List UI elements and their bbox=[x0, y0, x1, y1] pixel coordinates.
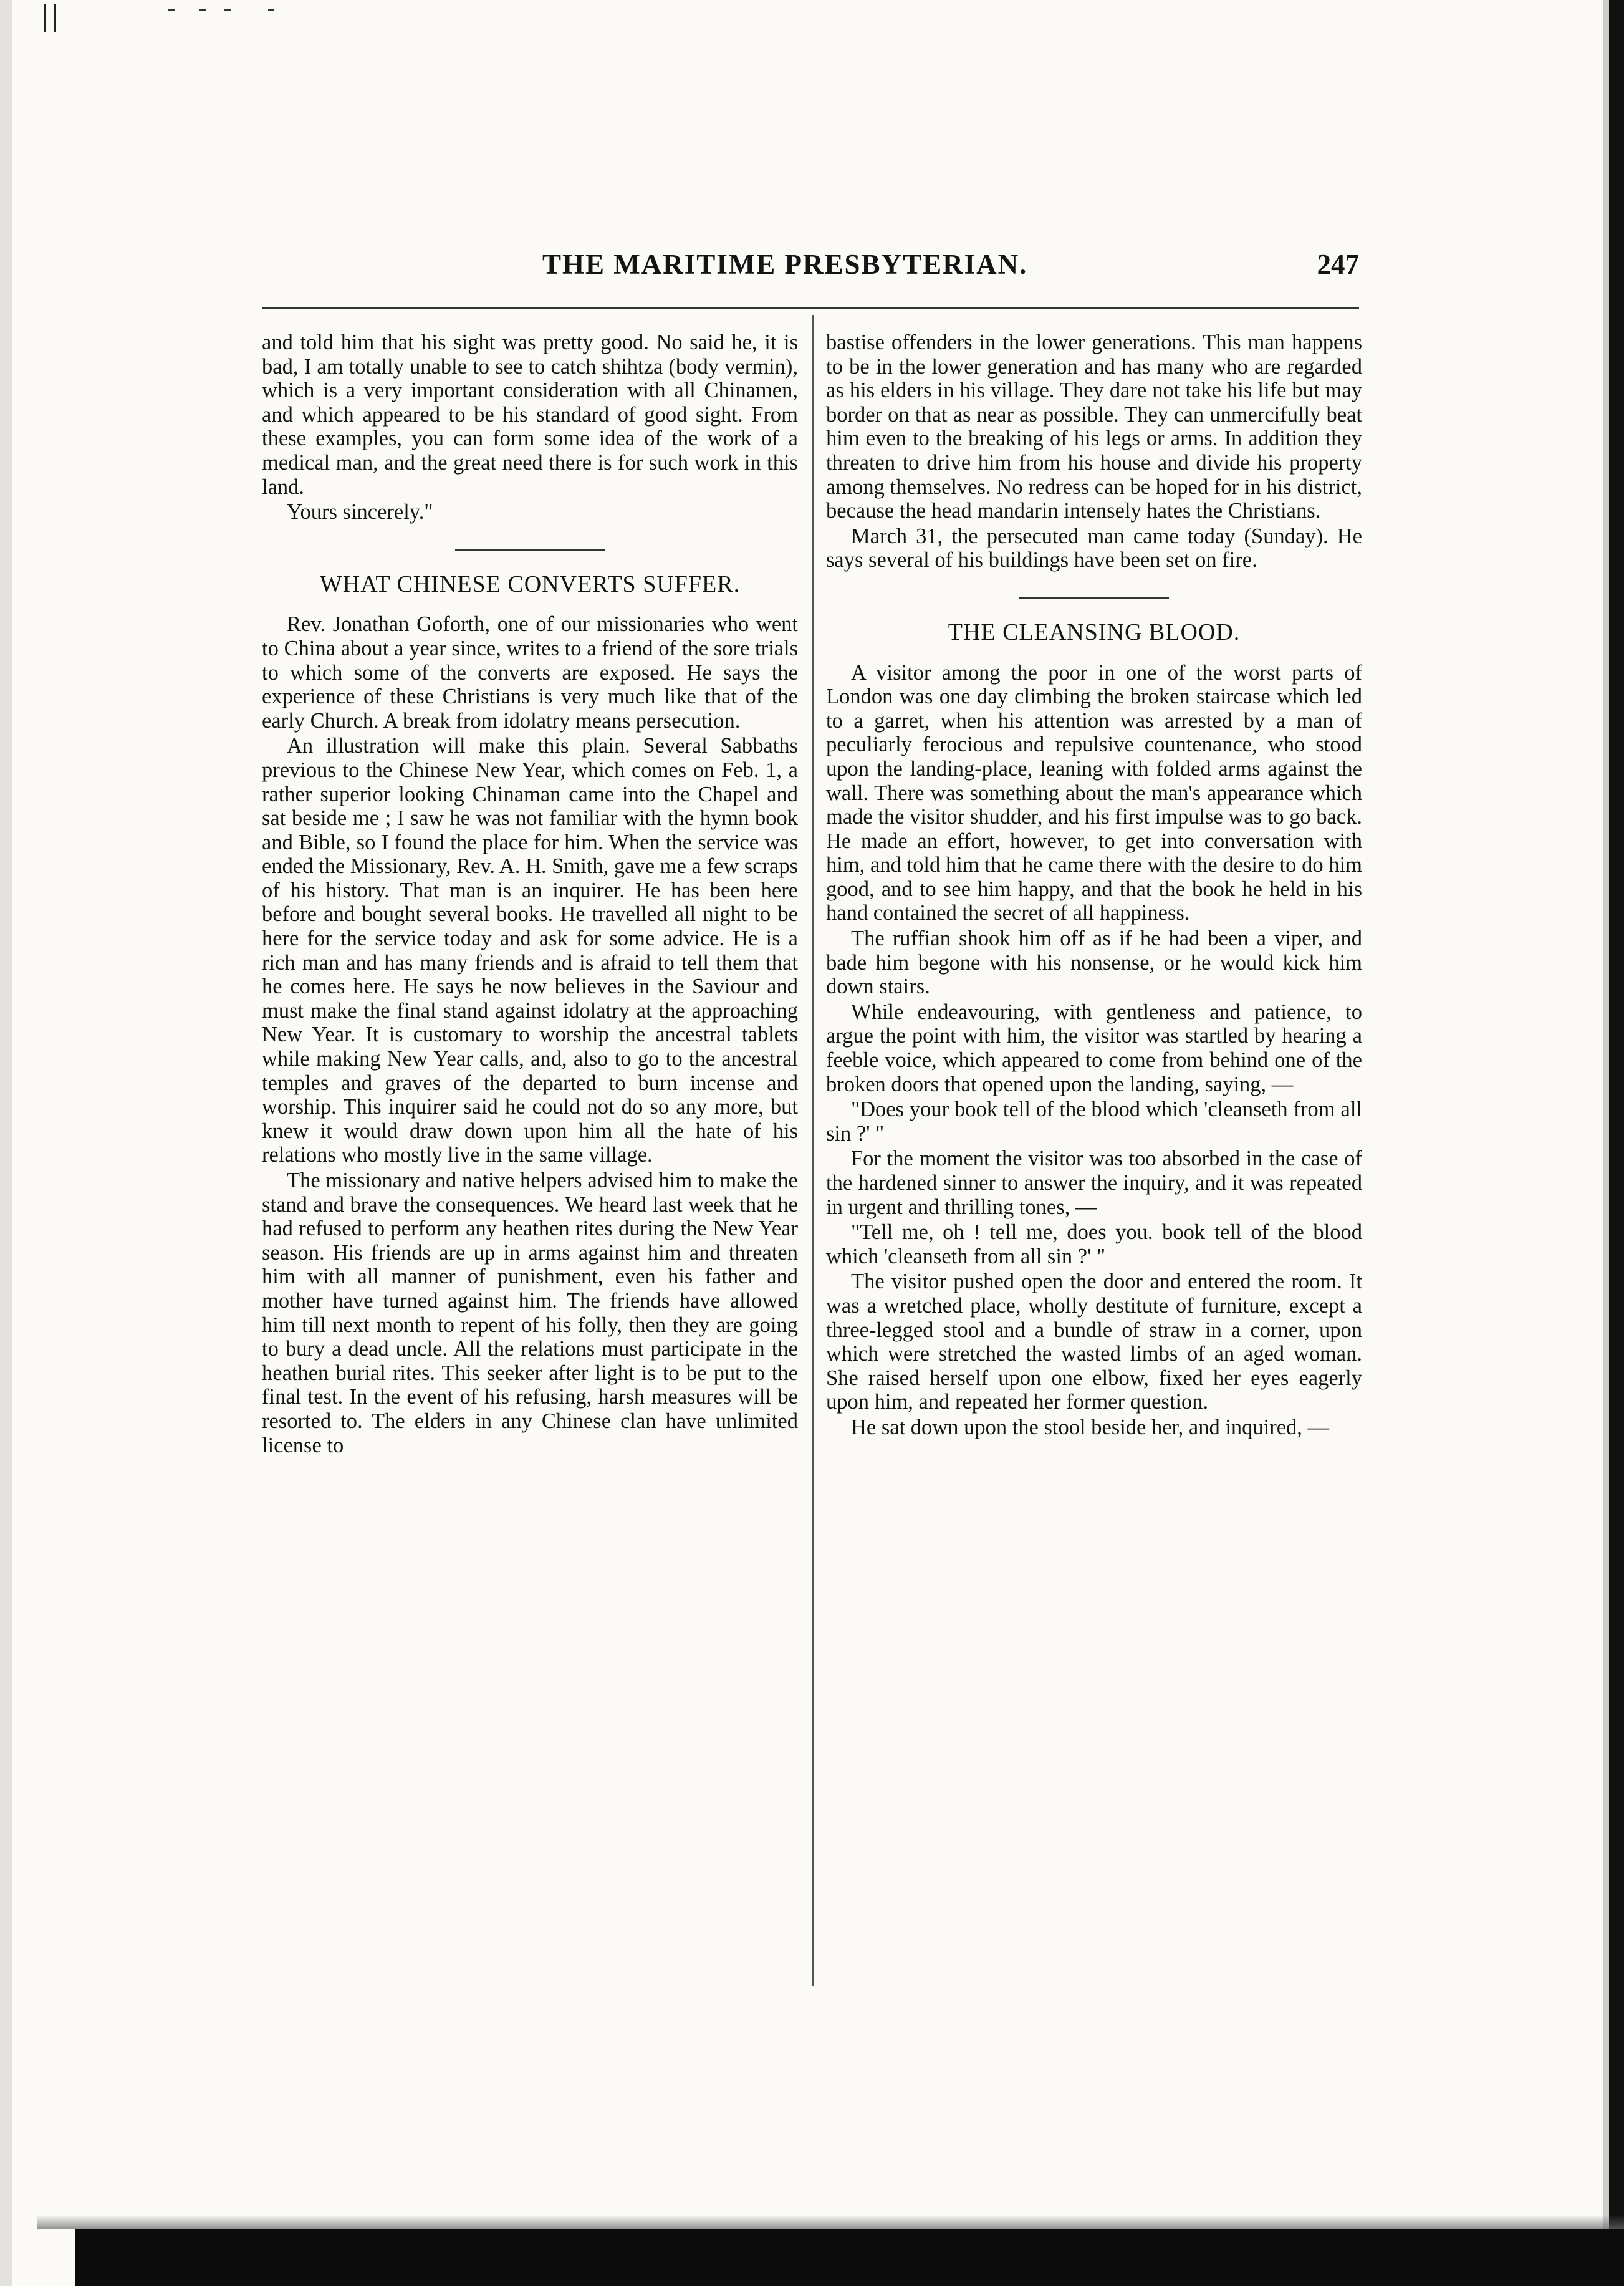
article-title: THE CLEANSING BLOOD. bbox=[948, 619, 1241, 645]
scan-edge-right bbox=[1609, 0, 1624, 2286]
section-divider bbox=[455, 549, 605, 551]
article-paragraph: For the moment the visitor was too absorbed in the case of the hardened sinner to answer the inquiry, and it was repeated in urgent and thrilling tones, — bbox=[826, 1147, 1362, 1219]
article-paragraph: March 31, the persecuted man came today (Sunday). He says several of his buildings have been set on fire. bbox=[826, 524, 1362, 572]
column-divider bbox=[812, 315, 814, 1986]
article-continuation: bastise offenders in the lower generations. This man happens to be in the lower generation and has many who are regarded as his elders in his village. They dare not take his life but may border on that as near as possible. They can unmercifully beat him even to the breaking of his legs or arms. In addition they threaten to drive him from his house and divide his property among themselves. No redress can be hoped for in his district, because the head mandarin intensely hates the Christians. bbox=[826, 330, 1362, 523]
article-paragraph: Rev. Jonathan Goforth, one of our missionaries who went to China about a year since, writes to a friend of the sore trials to which some of the converts are exposed. He says the experience of these Christians is very much like that of the early Church. A break from idolatry means persecution. bbox=[262, 612, 798, 733]
right-column bbox=[826, 330, 1362, 2014]
page-number: 247 bbox=[1317, 249, 1359, 280]
scan-shadow-right bbox=[1603, 0, 1609, 2286]
scan-mark bbox=[199, 9, 206, 11]
scan-mark bbox=[54, 4, 56, 32]
scan-edge-bottom bbox=[75, 2229, 1624, 2286]
scan-marks-top bbox=[19, 4, 287, 16]
article-paragraph: While endeavouring, with gentleness and patience, to argue the point with him, the visitor was startled by hearing a feeble voice, which appeared to come from behind one of the broken doors that opened upon the landing, saying, — bbox=[826, 1000, 1362, 1096]
article-paragraph: The visitor pushed open the door and entered the room. It was a wretched place, wholly destitute of furniture, except a three-legged stool and a bundle of straw in a corner, upon which were stretched the wasted limbs of an aged woman. She raised herself upon one elbow, fixed her eyes eagerly upon him, and repeated her former question. bbox=[826, 1270, 1362, 1414]
article-paragraph: He sat down upon the stool beside her, and inquired, — bbox=[851, 1415, 1330, 1439]
scan-mark bbox=[268, 9, 274, 11]
scan-edge-left bbox=[0, 0, 12, 2286]
article-paragraph: The ruffian shook him off as if he had been a viper, and bade him begone with his nonsense, or he would kick him down stairs. bbox=[826, 927, 1362, 999]
running-title: THE MARITIME PRESBYTERIAN. bbox=[542, 249, 1028, 280]
scan-mark bbox=[44, 4, 46, 32]
scan-shadow-bottom bbox=[37, 2215, 1624, 2229]
article-title: WHAT CHINESE CONVERTS SUFFER. bbox=[319, 571, 741, 597]
scan-mark bbox=[168, 9, 175, 11]
article-paragraph: An illustration will make this plain. Several Sabbaths previous to the Chinese New Year, which comes on Feb. 1, a rather superior looking Chinaman came into the Chapel and sat beside me ; I saw he was not familiar with the hymn book and Bible, so I found the place for him. When the service was ended the Missionary, Rev. A. H. Smith, gave me a few scraps of his history. That man is an inquirer. He has been here before and bought several books. He travelled all night to be here for the service today and ask for some advice. He is a rich man and has many friends and is afraid to tell them that he comes here. He says he now believes in the Saviour and must make the final stand against idolatry at the approaching New Year. It is customary to worship the ancestral tablets while making New Year calls, and, also to go to the ancestral temples and graves of the departed to burn incense and worship. This inquirer said he could not do so any more, but knew it would draw down upon him all the hate of his relations who mostly live in the same village. bbox=[262, 734, 798, 1167]
header-rule bbox=[262, 307, 1359, 309]
article-paragraph: The missionary and native helpers advised him to make the stand and brave the consequences. We heard last week that he had refused to perform any heathen rites during the New Year season. His friends are up in arms against him and threaten him with all manner of punishment, even his father and mother have turned against him. The friends have allowed him till next month to repent of his folly, then they are going to bury a dead uncle. All the relations must participate in the heathen burial rites. This seeker after light is to be put to the final test. In the event of his refusing, harsh measures will be resorted to. The elders in any Chinese clan have unlimited license to bbox=[262, 1169, 798, 1457]
letter-continuation: and told him that his sight was pretty good. No said he, it is bad, I am totally unable to see to catch shihtza (body vermin), which is a very important consideration with all Chinamen, and which appeared to be his standard of good sight. From these examples, you can form some idea of the work of a medical man, and the great need there is for such work in this land. bbox=[262, 330, 798, 499]
scan-mark bbox=[224, 9, 231, 11]
article-paragraph: "Does your book tell of the blood which 'cleanseth from all sin ?' " bbox=[826, 1097, 1362, 1145]
letter-signoff: Yours sincerely." bbox=[287, 500, 433, 524]
article-paragraph: "Tell me, oh ! tell me, does you. book tell of the blood which 'cleanseth from all sin ?' " bbox=[826, 1220, 1362, 1268]
page-header bbox=[262, 248, 1359, 292]
article-paragraph: A visitor among the poor in one of the worst parts of London was one day climbing the broken staircase which led to a garret, when his attention was arrested by a man of peculiarly ferocious and repulsive countenance, who stood upon the landing-place, leaning with folded arms against the wall. There was something about the man's appearance which made the visitor shudder, and his first impulse was to go back. He made an effort, however, to get into conversation with him, and told him that he came there with the desire to do him good, and to see him happy, and that the book he held in his hand contained the secret of all happiness. bbox=[826, 660, 1362, 925]
section-divider bbox=[1019, 597, 1169, 599]
left-column bbox=[262, 330, 798, 2014]
